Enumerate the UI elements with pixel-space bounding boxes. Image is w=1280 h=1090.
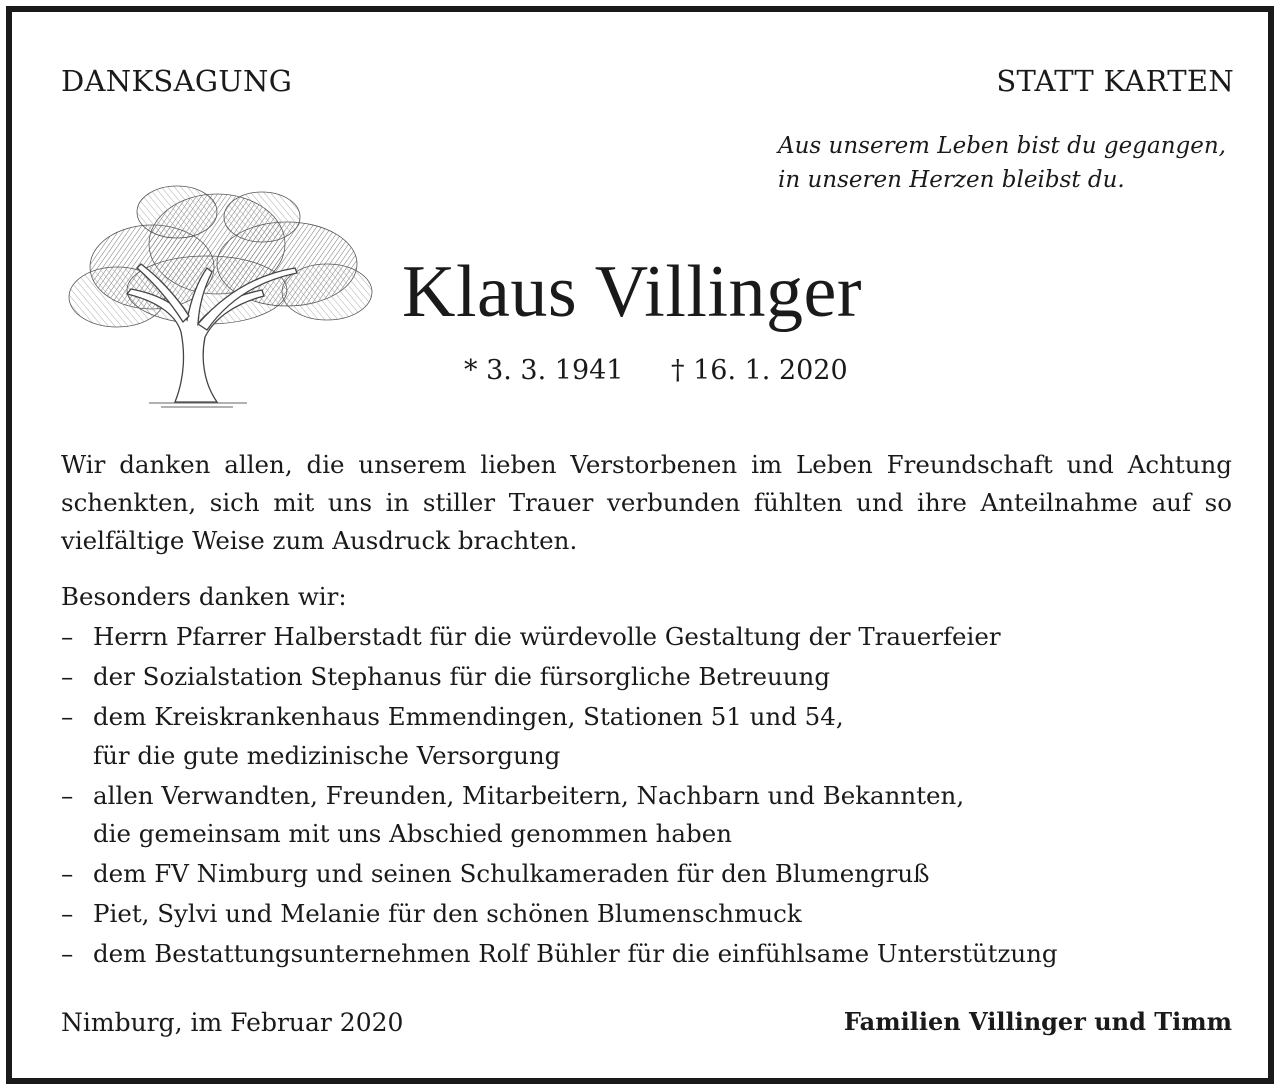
birth-date: * 3. 3. 1941: [464, 355, 624, 386]
list-item: [61, 777, 1232, 854]
motto-line: in unseren Herzen bleibst du.: [778, 167, 1125, 193]
deceased-name: Klaus Villinger: [402, 251, 863, 333]
motto: [778, 129, 1226, 197]
list-item: [61, 618, 1232, 657]
dash-bullet: –: [61, 662, 74, 691]
list-item: [61, 895, 1232, 934]
list-item-text: dem FV Nimburg und seinen Schulkameraden für den Blumengruß: [93, 859, 930, 888]
list-item-text: Herrn Pfarrer Halberstadt für die würdevolle Gestaltung der Trauerfeier: [93, 622, 1001, 651]
list-item-text: dem Bestattungsunternehmen Rolf Bühler für die einfühlsame Unterstützung: [93, 939, 1058, 968]
list-item-text: dem Kreiskrankenhaus Emmendingen, Stationen 51 und 54,: [93, 702, 844, 731]
dash-bullet: –: [61, 780, 74, 810]
thanks-title: Besonders danken wir:: [61, 582, 347, 611]
notice-heading: DANKSAGUNG: [61, 64, 293, 98]
notice-subheading: STATT KARTEN: [996, 64, 1234, 98]
dash-bullet: –: [61, 859, 74, 888]
tree-icon: [57, 172, 377, 412]
list-item: [61, 698, 1232, 775]
list-item: [61, 658, 1232, 697]
list-item: [61, 855, 1232, 894]
motto-line: Aus unserem Leben bist du gegangen,: [778, 133, 1226, 159]
list-item: [61, 935, 1232, 974]
list-item-text: der Sozialstation Stephanus für die fürsorgliche Betreuung: [93, 662, 831, 691]
thanks-list: [61, 618, 1232, 975]
list-item-text-continued: die gemeinsam mit uns Abschied genommen haben: [93, 819, 732, 848]
dash-bullet: –: [61, 899, 74, 928]
dash-bullet: –: [61, 939, 74, 968]
notice-frame: [6, 6, 1274, 1084]
intro-text: Wir danken allen, die unserem lieben Verstorbenen im Leben Freundschaft und Achtung schenkten, sich mit uns in stiller Trauer verbunden fühlten und ihre Anteilnahme auf so vielfältige Weise zum Ausdruck brachten.: [61, 450, 1232, 555]
dash-bullet: –: [61, 622, 74, 651]
list-item-text: Piet, Sylvi und Melanie für den schönen Blumenschmuck: [93, 899, 802, 928]
place-date: Nimburg, im Februar 2020: [61, 1008, 404, 1037]
death-date: † 16. 1. 2020: [671, 355, 848, 386]
family-signature: Familien Villinger und Timm: [843, 1007, 1232, 1036]
list-item-text-continued: für die gute medizinische Versorgung: [93, 740, 561, 770]
dash-bullet: –: [61, 702, 74, 731]
list-item-text: allen Verwandten, Freunden, Mitarbeitern, Nachbarn und Bekannten,: [93, 780, 965, 810]
